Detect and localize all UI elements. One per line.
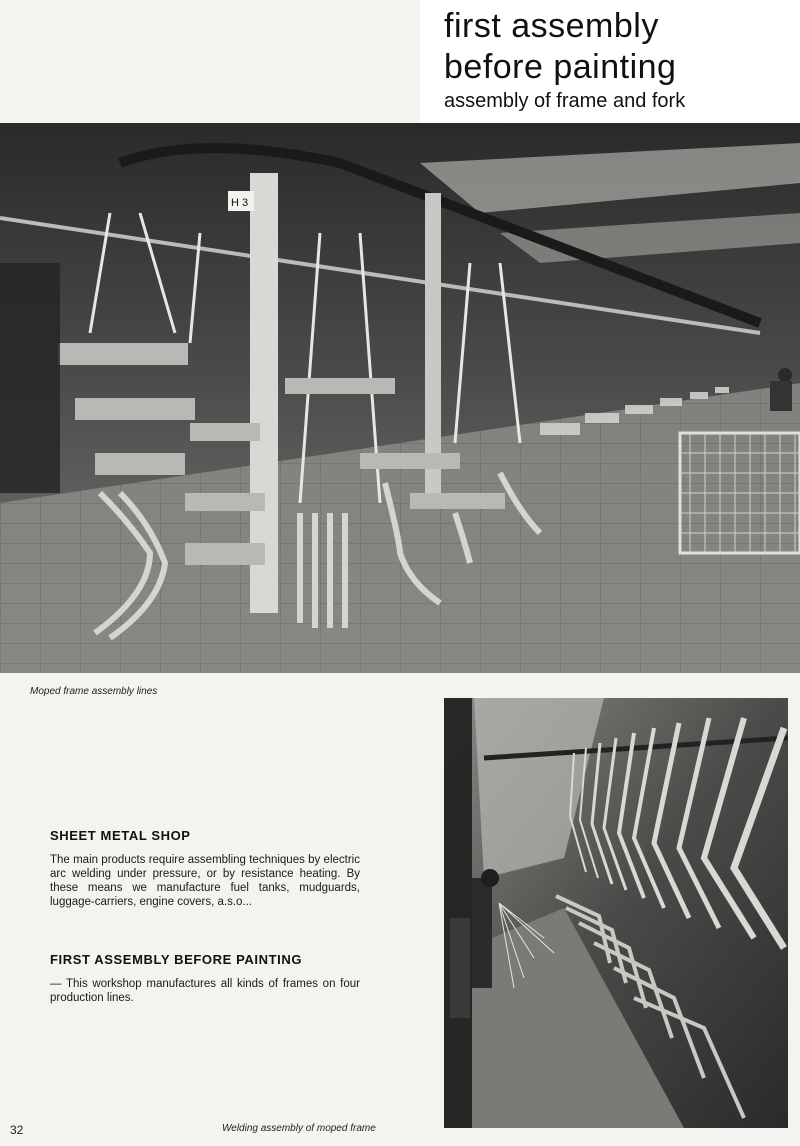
photo-frame-assembly-lines	[0, 123, 800, 673]
title-block	[420, 0, 800, 123]
page-subtitle: assembly of frame and fork	[444, 90, 686, 112]
caption-welding-assembly: Welding assembly of moped frame	[222, 1123, 376, 1134]
caption-frame-assembly-lines: Moped frame assembly lines	[30, 686, 158, 697]
section-body-first-assembly: — This workshop manufactures all kinds of frames on four production lines.	[50, 978, 360, 1004]
page-title-line-1: first assembly	[444, 7, 659, 45]
page-number: 32	[10, 1123, 24, 1137]
page-title-line-2: before painting	[444, 48, 677, 86]
welding-line-illustration	[444, 698, 788, 1128]
factory-assembly-line-illustration	[0, 123, 800, 673]
line-sign: H 3	[231, 197, 249, 209]
section-heading-first-assembly: FIRST ASSEMBLY BEFORE PAINTING	[50, 952, 303, 967]
section-heading-sheet-metal-shop: SHEET METAL SHOP	[50, 828, 191, 843]
photo-welding-assembly	[444, 698, 788, 1128]
section-body-sheet-metal-shop: The main products require assembling techniques by electric arc welding under pressure, or by resistance heating. By these means we manufacture fuel tanks, mudguards, luggage-carriers, engine covers, a.s.o...	[50, 854, 360, 908]
